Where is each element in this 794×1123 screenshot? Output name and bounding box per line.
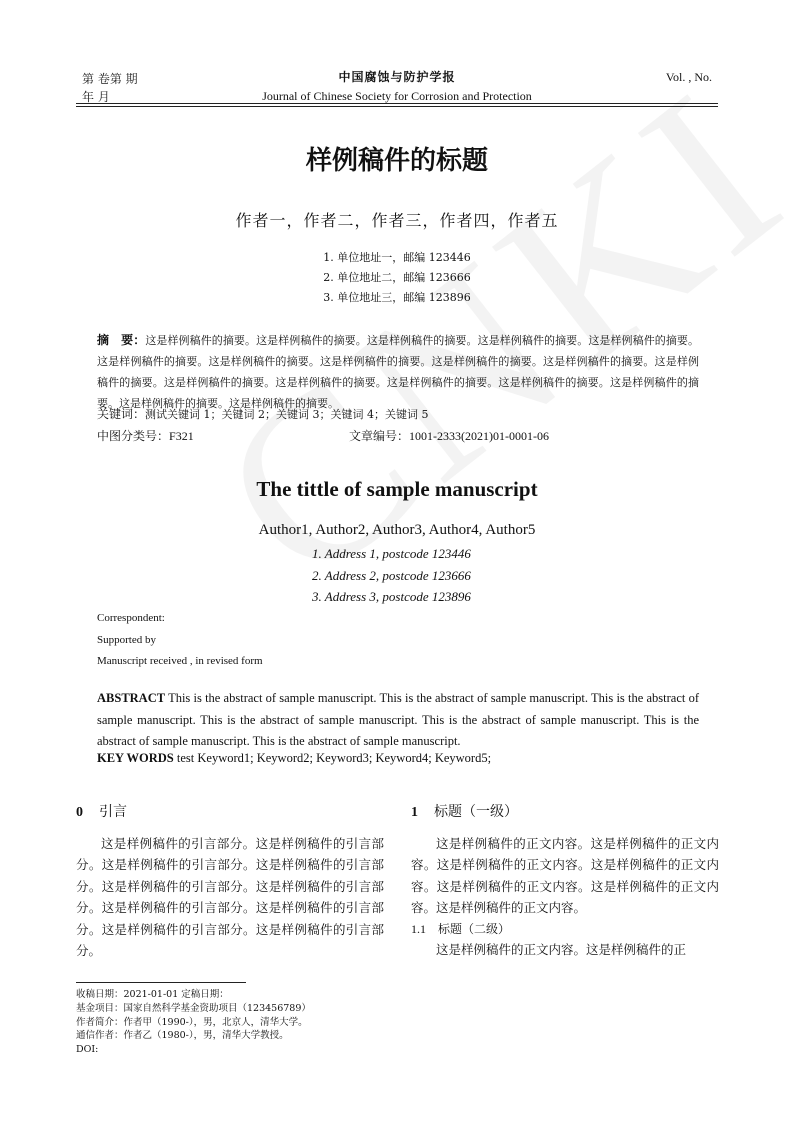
keywords-en <box>97 751 491 766</box>
footnote-doi: DOI: <box>76 1044 99 1056</box>
manuscript-meta <box>97 608 263 673</box>
body-paragraph: 这是样例稿件的正文内容。这是样例稿件的正文内容。这是样例稿件的正文内容。这是样例稿件的正文内容。这是样例稿件的正文内容。这是样例稿件的正文内容。这是样例稿件的正文内容。 <box>411 835 719 915</box>
clc-label: 中图分类号： <box>97 429 170 443</box>
abstract-cn-text: 这是样例稿件的摘要。这是样例稿件的摘要。这是样例稿件的摘要。这是样例稿件的摘要。这是样例稿件的摘要。这是样例稿件的摘要。这是样例稿件的摘要。这是样例稿件的摘要。这是样例稿件的摘要。这是样例稿件的摘要。这是样例稿件的摘要。这是样例稿件的摘要。这是样例稿件的摘要。这是样例稿件的摘要。这是样例稿件的摘要。这是样例稿件的摘要。这是样例稿件的摘要。这是样例稿件的摘要。 <box>97 334 699 410</box>
section-number: 1 <box>411 805 418 820</box>
section-heading <box>76 802 384 824</box>
keywords-en-text: test Keyword1; Keyword2; Keyword3; Keyword4; Keyword5; <box>176 751 492 765</box>
keywords-cn-label: 关键词： <box>97 407 146 421</box>
affiliation-en: 1. Address 1, postcode 123446 <box>312 546 471 561</box>
footnote-corresponding: 通信作者：作者乙（1980-），男，清华大学教授。 <box>76 1030 289 1042</box>
issue-line-2: 年 月 <box>82 90 110 104</box>
section-heading <box>411 802 719 824</box>
journal-name-en: Journal of Chinese Society for Corrosion and Protection <box>262 89 532 103</box>
authors-cn: 作者一，作者二，作者三，作者四，作者五 <box>235 211 559 230</box>
keywords-en-label: KEY WORDS <box>97 751 174 765</box>
article-number-value: 1001-2333(2021)01-0001-06 <box>409 429 549 443</box>
header-rule-thin <box>76 106 718 107</box>
column-left <box>76 802 384 962</box>
affiliations-en <box>312 543 471 608</box>
footnotes <box>76 988 311 1057</box>
abstract-cn <box>97 330 699 414</box>
affiliation-cn: 2. 单位地址二，邮编 123666 <box>323 271 471 284</box>
authors-en: Author1, Author2, Author3, Author4, Author5 <box>258 522 536 538</box>
section-title: 引言 <box>99 804 127 820</box>
supported-by-line: Supported by <box>97 633 156 646</box>
footnote-author-bio: 作者简介：作者甲（1990-），男，北京人，清华大学。 <box>76 1016 308 1028</box>
correspondent-line: Correspondent: <box>97 612 165 624</box>
affiliation-en: 3. Address 3, postcode 123896 <box>312 589 471 604</box>
keywords-cn-text: 测试关键词 1；关键词 2；关键词 3；关键词 4；关键词 5 <box>145 408 429 421</box>
clc-number <box>97 427 194 444</box>
subsection-title: 标题（二级） <box>438 921 511 936</box>
section-number: 0 <box>76 805 83 820</box>
journal-name-cn: 中国腐蚀与防护学报 <box>338 70 456 84</box>
issue-line-1: 第 卷第 期 <box>82 72 138 86</box>
subsection-heading <box>411 919 719 939</box>
abstract-en <box>97 688 699 753</box>
affiliation-cn: 1. 单位地址一，邮编 123446 <box>323 251 471 264</box>
footnote-rule <box>76 982 246 983</box>
page-title-en: The tittle of sample manuscript <box>256 477 538 501</box>
footnote-received: 收稿日期：2021-01-01 定稿日期： <box>76 989 229 1000</box>
header-rule-thick <box>76 103 718 104</box>
intro-paragraph: 这是样例稿件的引言部分。这是样例稿件的引言部分。这是样例稿件的引言部分。这是样例稿件的引言部分。这是样例稿件的引言部分。这是样例稿件的引言部分。这是样例稿件的引言部分。这是样例稿件的引言部分。这是样例稿件的引言部分。这是样例稿件的引言部分。 <box>76 835 384 958</box>
affiliation-cn: 3. 单位地址三，邮编 123896 <box>323 291 471 304</box>
subsection-number: 1.1 <box>411 921 426 936</box>
body-paragraph: 这是样例稿件的正文内容。这是样例稿件的正 <box>436 941 687 957</box>
article-number <box>349 427 549 444</box>
section-title: 标题（一级） <box>434 804 518 820</box>
clc-value: F321 <box>169 429 194 443</box>
article-number-label: 文章编号： <box>349 429 410 443</box>
abstract-en-text: This is the abstract of sample manuscript. This is the abstract of sample manuscript. This is the abstract of sample manuscript. This is the abstract of sample manuscript. This is the abstract of sample manuscript. This is the abstract of sample manuscript. This is the abstract of sample manuscript. <box>97 691 699 748</box>
column-right <box>411 802 719 960</box>
keywords-cn <box>97 405 429 422</box>
affiliations-cn <box>0 248 794 308</box>
abstract-cn-label: 摘 要： <box>97 333 146 347</box>
page-title-cn: 样例稿件的标题 <box>305 146 488 176</box>
affiliation-en: 2. Address 2, postcode 123666 <box>312 567 471 583</box>
volume-info: Vol. , No. <box>665 70 712 84</box>
abstract-en-label: ABSTRACT <box>97 691 166 705</box>
footnote-funding: 基金项目：国家自然科学基金资助项目（123456789） <box>76 1002 311 1014</box>
received-line: Manuscript received , in revised form <box>97 655 263 667</box>
